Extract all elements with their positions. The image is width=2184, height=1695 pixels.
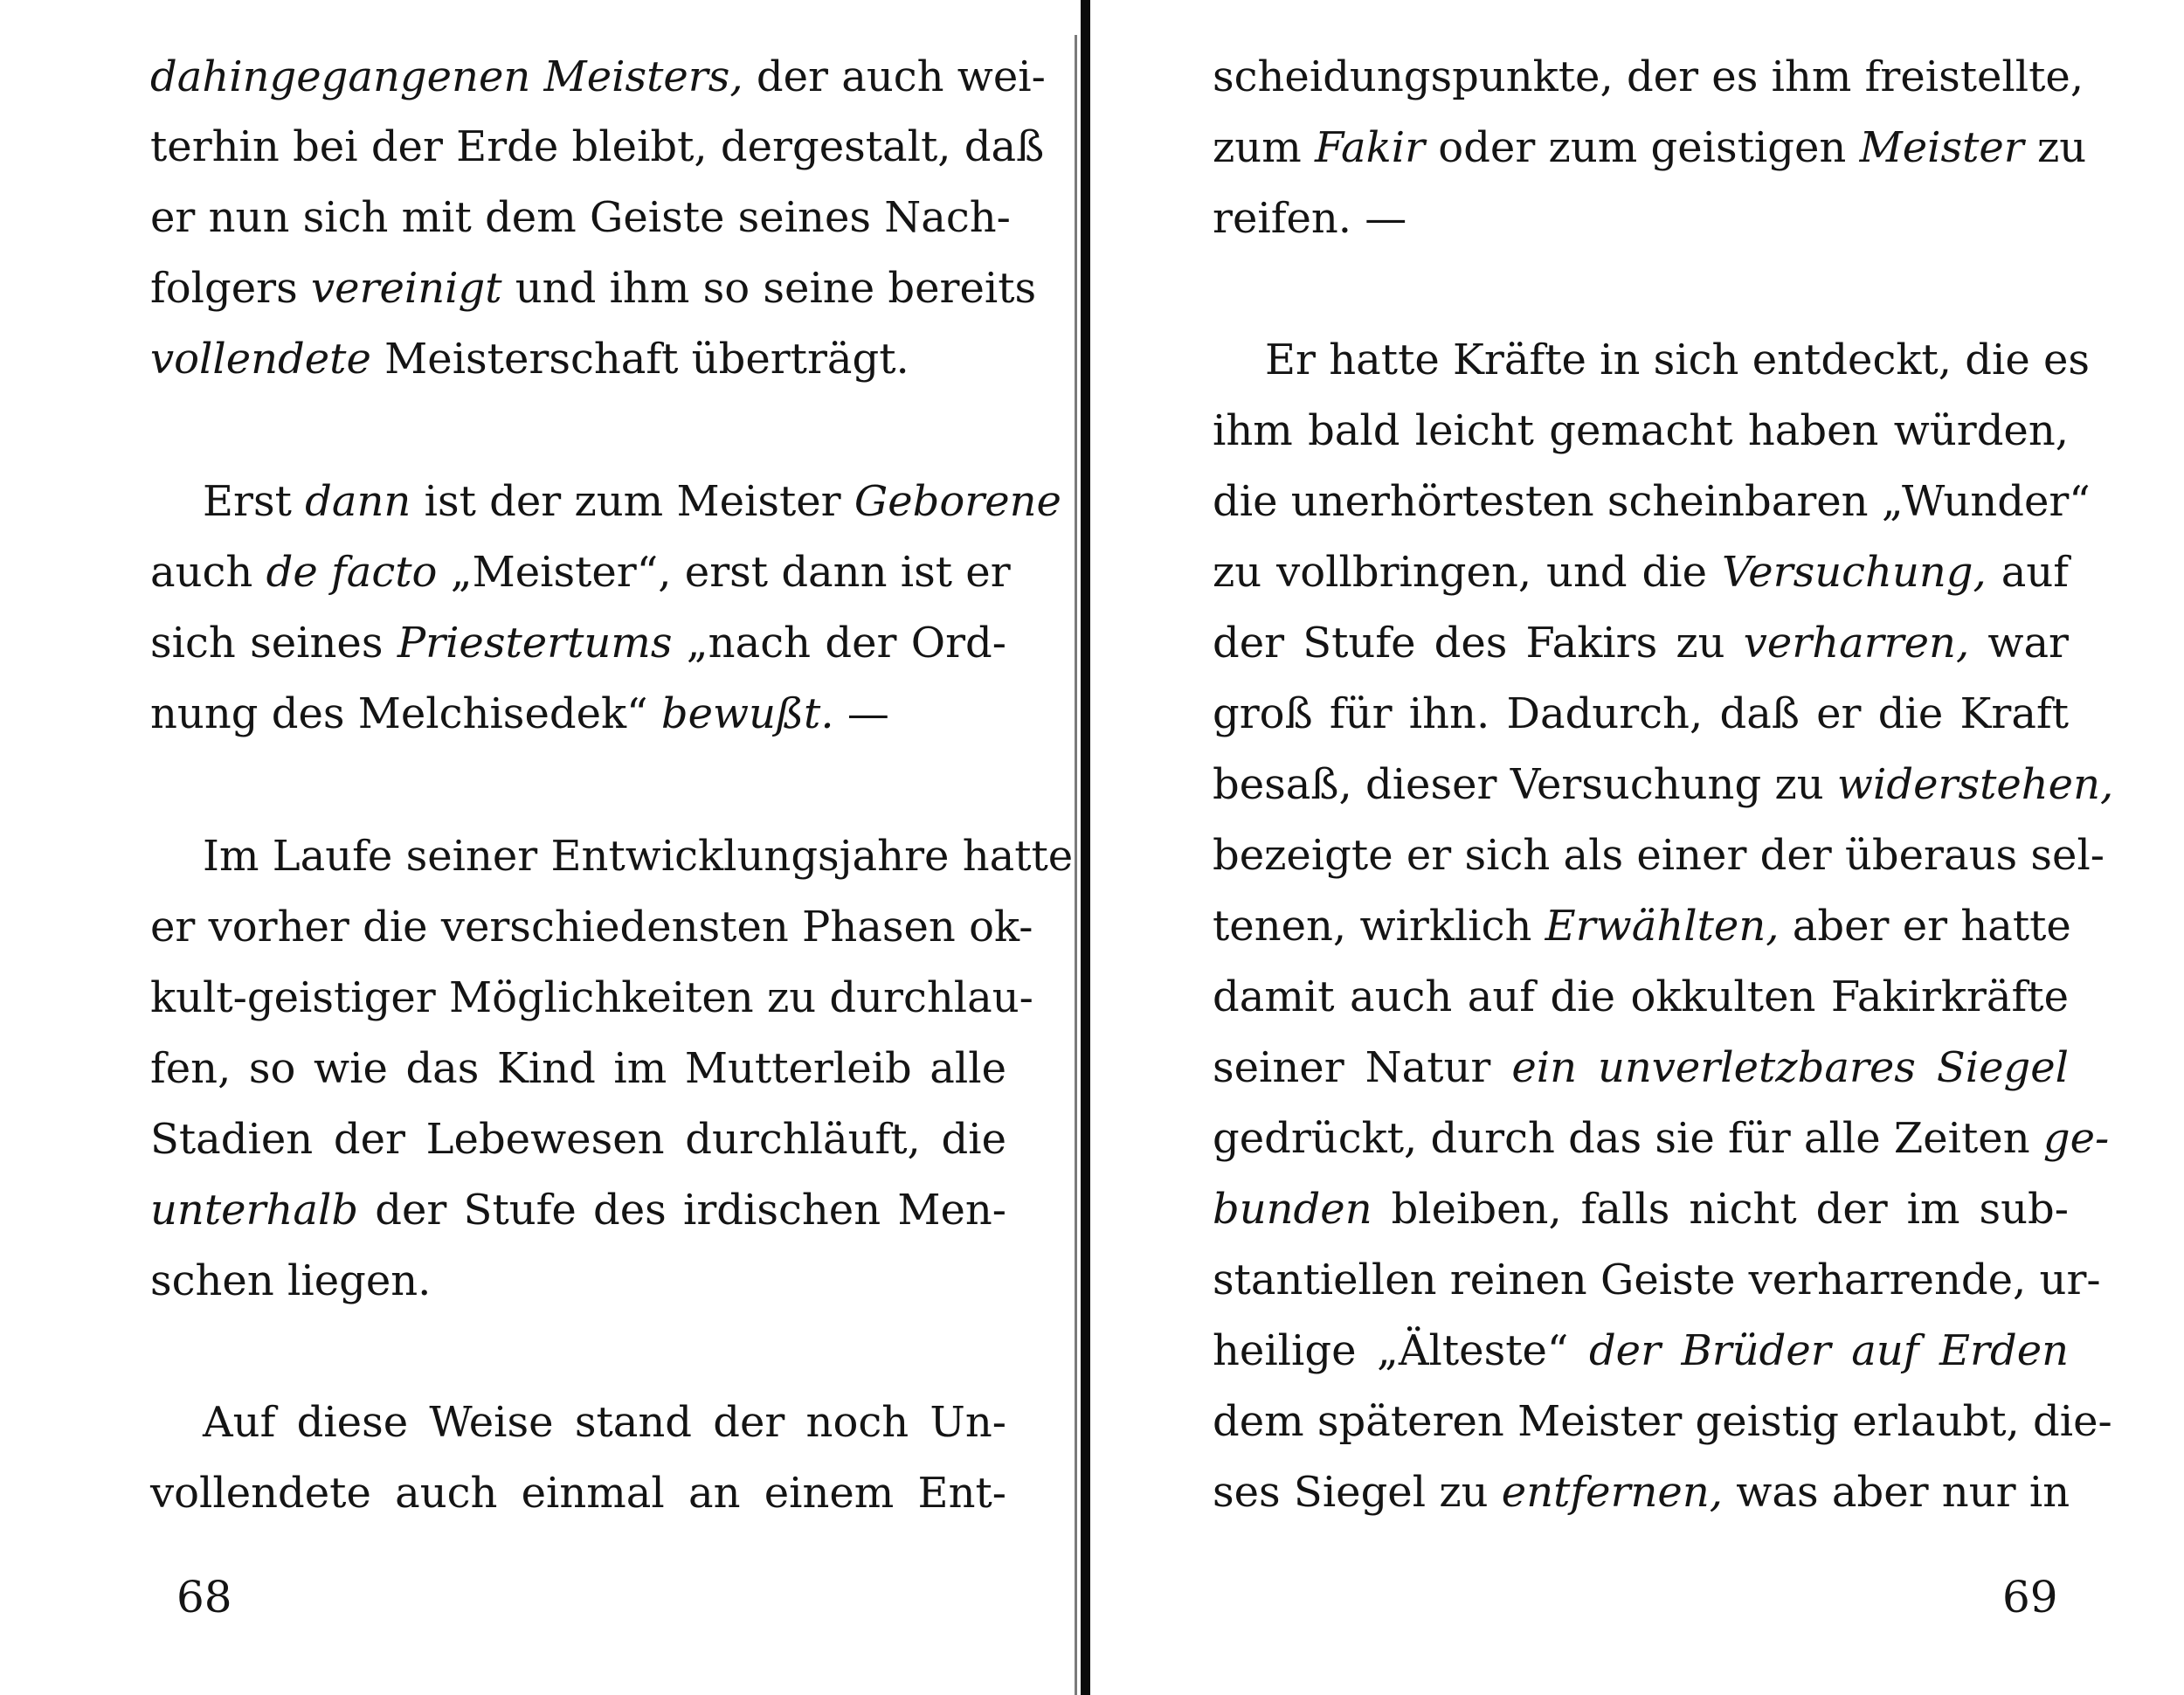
text-run: er vorher die verschiedensten Phasen ok- — [150, 903, 1033, 951]
text-line — [1213, 619, 2069, 668]
italic-text: unterhalb — [150, 1186, 359, 1235]
text-line — [1213, 760, 2114, 809]
italic-text: bunden — [1213, 1185, 1372, 1234]
text-run: heilige „Älteste“ — [1213, 1326, 1589, 1375]
italic-text: verharren, — [1743, 619, 1970, 668]
text-run: schen liegen. — [150, 1256, 432, 1305]
text-line — [150, 52, 1046, 101]
text-run: nung des Melchisedek“ — [150, 689, 661, 738]
text-run: reifen. — — [1213, 194, 1407, 243]
text-line — [150, 193, 1011, 242]
text-run: Er hatte Kräfte in sich entdeckt, die es — [1265, 336, 2091, 384]
spine-shadow — [1075, 35, 1077, 1695]
text-run: bezeigte er sich als einer der überaus sel- — [1213, 831, 2105, 880]
text-line — [150, 973, 1033, 1022]
italic-text: Fakir — [1314, 123, 1426, 172]
text-run: oder zum geistigen — [1425, 123, 1860, 172]
italic-text: entfernen, — [1501, 1468, 1723, 1517]
text-run: seiner Natur — [1213, 1043, 1512, 1092]
text-run: „Meister“, erst dann ist er — [437, 548, 1011, 597]
italic-text: Priestertums — [397, 619, 673, 668]
text-run: bleiben, falls nicht der im sub- — [1372, 1185, 2069, 1234]
text-line — [1213, 1397, 2112, 1446]
text-run: der auch wei- — [743, 52, 1046, 101]
text-run: was aber nur in — [1723, 1468, 2070, 1517]
text-line — [150, 264, 1037, 313]
text-line — [150, 1256, 1006, 1305]
text-line — [1213, 831, 2105, 880]
text-line — [150, 1469, 1006, 1518]
text-run: Auf diese Weise stand der noch Un- — [203, 1398, 1006, 1447]
text-line — [150, 1186, 1006, 1235]
text-run: der Stufe des Fakirs zu — [1213, 619, 1744, 668]
text-line — [1213, 194, 2069, 243]
text-run: terhin bei der Erde bleibt, dergestalt, daß — [150, 122, 1045, 171]
text-run: zu — [2023, 123, 2087, 172]
italic-text: Versuchung, — [1721, 548, 1987, 597]
text-run: folgers — [150, 264, 311, 313]
italic-text: vereinigt — [310, 264, 502, 313]
italic-text: vollendete — [150, 335, 371, 384]
text-run: Im Laufe seiner Entwicklungsjahre hatte — [203, 832, 1074, 881]
text-line — [1213, 406, 2069, 455]
text-run: war — [1969, 619, 2069, 668]
text-line — [150, 903, 1033, 951]
right-page — [1101, 0, 2184, 1695]
text-line — [150, 477, 1061, 526]
text-run: und ihm so seine bereits — [501, 264, 1037, 313]
text-run: auf — [1986, 548, 2069, 597]
text-line — [1213, 1326, 2069, 1375]
text-line — [150, 1115, 1006, 1164]
text-run: zu vollbringen, und die — [1213, 548, 1722, 597]
text-run: sich seines — [150, 619, 397, 668]
text-run: kult-geistiger Möglichkeiten zu durchlau- — [150, 973, 1033, 1022]
text-run: ihm bald leicht gemacht haben würden, — [1213, 406, 2069, 455]
text-line — [1213, 689, 2069, 738]
text-run: der Stufe des irdischen Men- — [358, 1186, 1006, 1235]
italic-text: dann — [305, 477, 411, 526]
text-line — [1213, 123, 2087, 172]
text-run: zum — [1213, 123, 1315, 172]
text-run: er nun sich mit dem Geiste seines Nach- — [150, 193, 1011, 242]
text-line — [150, 832, 1074, 881]
text-run: tenen, wirklich — [1213, 902, 1545, 951]
text-line — [150, 1044, 1006, 1093]
text-run: stantiellen reinen Geiste verharrende, ur- — [1213, 1256, 2101, 1304]
text-run: groß für ihn. Dadurch, daß er die Kraft — [1213, 689, 2069, 738]
text-line — [1213, 972, 2069, 1021]
text-line — [150, 1398, 1006, 1447]
text-run: aber er hatte — [1779, 902, 2071, 951]
italic-text: ein unverletzbares Siegel — [1511, 1043, 2069, 1092]
page-number: 69 — [2002, 1572, 2058, 1622]
text-run: damit auch auf die okkulten Fakirkräfte — [1213, 972, 2069, 1021]
text-run: „nach der Ord- — [672, 619, 1007, 668]
text-line — [1213, 1185, 2069, 1234]
text-run: Erst — [203, 477, 306, 526]
italic-text: widerstehen, — [1836, 760, 2114, 809]
text-run: Stadien der Lebewesen durchläuft, die — [150, 1115, 1006, 1164]
text-run: fen, so wie das Kind im Mutterleib alle — [150, 1044, 1006, 1093]
text-run: scheidungspunkte, der es ihm freistellte, — [1213, 52, 2084, 101]
text-run: ses Siegel zu — [1213, 1468, 1502, 1517]
text-line — [1213, 477, 2091, 526]
text-line — [1213, 548, 2069, 597]
text-line — [1213, 902, 2069, 951]
text-line — [150, 619, 1006, 668]
italic-text: bewußt. — [660, 689, 834, 738]
text-line — [1213, 1256, 2101, 1304]
italic-text: dahingegangenen Meisters, — [150, 52, 743, 101]
text-run: die unerhörtesten scheinbaren „Wunder“ — [1213, 477, 2091, 526]
text-run: dem späteren Meister geistig erlaubt, die- — [1213, 1397, 2112, 1446]
book-spine — [1081, 0, 1090, 1695]
text-line — [1213, 1043, 2069, 1092]
text-line — [150, 689, 1006, 738]
text-run: ist der zum Meister — [411, 477, 854, 526]
text-run: vollendete auch einmal an einem Ent- — [150, 1469, 1006, 1518]
text-line — [1213, 52, 2084, 101]
text-line — [150, 122, 1045, 171]
page-number: 68 — [176, 1572, 232, 1622]
text-line — [150, 548, 1011, 597]
italic-text: der Brüder auf Erden — [1588, 1326, 2070, 1375]
text-line — [1213, 1468, 2069, 1517]
text-run: besaß, dieser Versuchung zu — [1213, 760, 1837, 809]
italic-text: Geborene — [854, 477, 1061, 526]
text-run: — — [833, 689, 889, 738]
text-run: gedrückt, durch das sie für alle Zeiten — [1213, 1114, 2043, 1163]
italic-text: de facto — [266, 548, 438, 597]
italic-text: Meister — [1859, 123, 2024, 172]
italic-text: Erwählten, — [1545, 902, 1780, 951]
text-line — [1213, 1114, 2110, 1163]
left-page — [0, 0, 1083, 1695]
text-run: Meisterschaft überträgt. — [370, 335, 909, 384]
text-line — [150, 335, 1006, 384]
text-run: auch — [150, 548, 266, 597]
text-line — [1213, 336, 2091, 384]
italic-text: ge- — [2042, 1114, 2110, 1163]
